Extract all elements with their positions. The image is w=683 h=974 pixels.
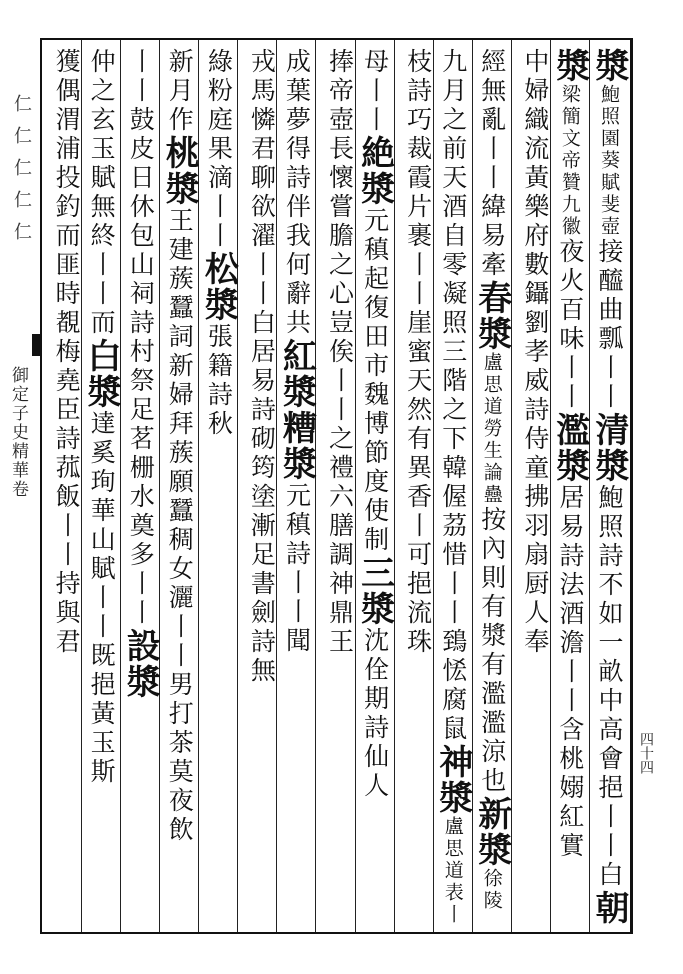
entry-text: 長懷嘗膽之心豈俟丨丨之禮 [325,135,355,483]
entry-text: 漸足書劍詩無 [247,512,277,686]
entry-text: 劉孝威詩侍童拂羽扇厨人奉 [520,309,550,657]
entry-text: 獲偶渭浦投釣而匪時 [52,48,82,309]
entry-text: 盧思道勞生論蠱 [480,352,503,506]
text-column [198,48,239,928]
entry-headword: 白漿 [81,338,122,410]
text-column [120,48,161,928]
text-column [239,48,277,928]
entry-text: 六膳調神鼎王 [325,483,355,657]
text-column [44,48,82,928]
entry-text: 丨丨 [126,48,156,106]
entry-text: 捧帝壺 [325,48,355,135]
entry-text: 成葉夢得詩伴我何辭共 [282,48,312,338]
entry-text: 茶莫夜飲 [165,729,195,845]
entry-text: 覩梅堯臣詩菰飯丨丨持與君 [52,309,82,657]
entry-text: 母丨丨 [360,48,390,135]
entry-text: 綠粉庭果滴丨丨 [204,48,234,251]
entry-text: 九月之前天酒自零凝照三階之下韓偓茘 [438,48,468,541]
text-column [471,48,512,928]
entry-text: 達奚珣華山賦丨丨既挹黃玉斯 [87,410,117,787]
entry-text: 中婦織流黃樂府數鑷 [520,48,550,309]
text-column [276,48,317,928]
entry-text: 斐壺 [597,194,620,238]
entry-text: 鮑照園葵賦 [597,84,620,194]
margin-book-title: 御定子史精華卷 [8,366,28,499]
entry-text: 丨可挹流珠 [403,512,433,657]
page-margin [2,44,36,944]
entry-text: 張籍詩秋 [204,323,234,439]
entry-text: 梁簡文帝贊九徽 [558,84,581,238]
frame-left-border [40,38,42,934]
frame-top-border [40,38,632,40]
entry-headword: 紅漿 [276,338,317,410]
text-column [396,48,431,928]
entry-text: 王建蔟蠶詞新婦拜蔟願蠶稠女灑丨丨男打 [165,207,195,729]
entry-text: 沈佺期詩仙人 [360,627,390,801]
margin-marks: 仁仁仁仁仁 [11,94,32,254]
entry-text: 夜火百味丨丨 [555,238,585,412]
entry-text: 戎馬憐君聊欲濯丨丨 [247,48,277,309]
text-column [81,48,122,928]
entry-text: 鼓皮日休包山祠詩村祭足茗栅水奠多丨丨 [126,106,156,628]
text-column [549,48,590,928]
entry-text: 仲之玄玉賦無終丨丨而 [87,48,117,338]
column-separator [589,40,590,932]
entry-text: 經無亂丨丨緯易牽 [477,48,507,280]
text-column [513,48,548,928]
column-separator [276,40,277,932]
entry-headword: 絶漿 [354,135,395,207]
entry-headword: 糟漿 [276,410,317,482]
text-column [159,48,200,928]
text-column [432,48,473,928]
entry-text: 徐陵 [480,868,503,912]
entry-headword: 松漿 [198,251,239,323]
entry-headword: 桃漿 [159,135,200,207]
entry-headword: 清漿 [588,412,629,484]
column-separator [237,40,238,932]
entry-text: 元稹起復田市魏博節度使制 [360,207,390,555]
entry-text: 鮑照詩不如一畝中高會挹丨丨白 [594,484,624,890]
column-separator [120,40,121,932]
entry-text: 居易詩法酒澹丨丨含桃嫋紅實 [555,484,585,861]
entry-headword: 三漿 [354,555,395,627]
entry-headword: 春漿 [471,280,512,352]
entry-headword: 濫漿 [549,412,590,484]
frame-right-border [630,38,633,934]
column-separator [81,40,82,932]
entry-text: 接醯曲瓢丨丨 [594,238,624,412]
entry-headword: 漿 [588,48,629,84]
entry-headword: 朝 [588,890,629,926]
entry-headword: 漿 [549,48,590,84]
frame-bottom-border [40,932,632,934]
entry-text: 元稹詩丨丨聞 [282,482,312,656]
text-column [354,48,395,928]
entry-headword: 設漿 [120,628,161,700]
entry-text: 盧思道表丨 [441,816,464,926]
column-separator [550,40,551,932]
entry-text: 枝詩巧裁霞片裹丨丨崖蜜天然有異香 [403,48,433,512]
margin-fishtail-mark [32,334,40,356]
entry-text: 按內則有漿有濫濫涼也 [477,506,507,796]
entry-text: 惜丨丨鵄恡腐鼠 [438,541,468,744]
page-number: 四十四 [638,732,654,774]
entry-text: 新月作 [165,48,195,135]
text-column [317,48,355,928]
column-separator [315,40,316,932]
entry-headword: 新漿 [471,796,512,868]
text-column [588,48,629,928]
entry-text: 白居易詩砌筠塗 [247,309,277,512]
entry-headword: 神漿 [432,744,473,816]
